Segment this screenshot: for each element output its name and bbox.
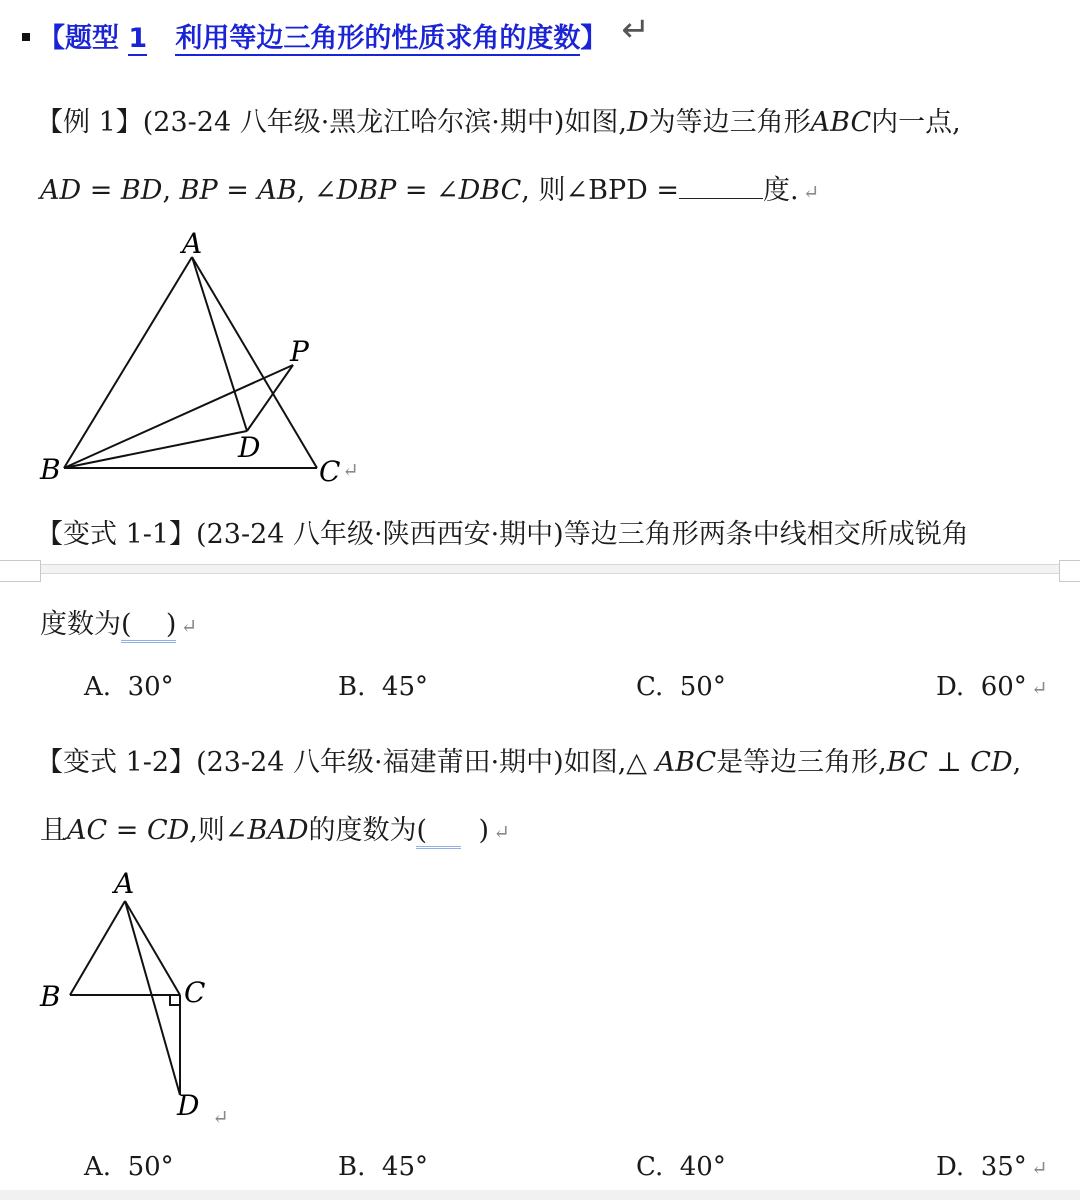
heading-title: 利用等边三角形的性质求角的度数 — [175, 23, 581, 54]
option-a[interactable]: A. 30° — [84, 672, 174, 702]
variant-1-1-line-1: 【变式 1-1】(23-24 八年级·陕西西安·期中)等边三角形两条中线相交所成锐角 — [36, 519, 969, 550]
answer-blank[interactable] — [679, 176, 763, 199]
option-c[interactable]: C. 50° — [636, 672, 726, 702]
option-a[interactable]: A. 50° — [84, 1152, 174, 1182]
figure-1 — [30, 225, 390, 490]
label-d: D — [238, 431, 261, 464]
paragraph-mark-icon: ↵ — [493, 820, 510, 844]
figure-2 — [30, 862, 270, 1132]
edge-ac — [125, 901, 180, 995]
page-corner-left — [0, 560, 41, 582]
label-p: P — [290, 335, 309, 368]
paragraph-mark-icon: ↵ — [802, 180, 820, 204]
segment-ad — [125, 901, 180, 1095]
label-c: C — [184, 976, 206, 1009]
paragraph-mark-icon: ↵ — [212, 1105, 229, 1129]
label-a: A — [114, 867, 135, 900]
paragraph-mark-icon: ↵ — [342, 458, 359, 482]
edge-ab — [70, 901, 125, 995]
right-angle-mark — [170, 995, 180, 1005]
label-b: B — [40, 980, 61, 1013]
paragraph-mark-icon: ↵ — [180, 614, 198, 638]
option-b[interactable]: B. 45° — [338, 1152, 428, 1182]
label-d: D — [177, 1089, 200, 1122]
example-1-line-1: 【例 1】(23-24 八年级·黑龙江哈尔滨·期中)如图,D为等边三角形ABC内一点, — [36, 107, 961, 138]
section-heading: 【题型 1 利用等边三角形的性质求角的度数】 ↵ — [22, 16, 650, 56]
segment-bd — [64, 431, 247, 468]
option-d[interactable]: D. 35° ↵ — [936, 1152, 1048, 1182]
label-a: A — [182, 227, 203, 260]
variant-1-2-line-2: 且AC = CD,则∠BAD的度数为( ) ↵ — [40, 808, 510, 847]
paragraph-mark-icon: ↵ — [1030, 1156, 1048, 1180]
page-separator — [0, 564, 1080, 574]
example-1-line-2: AD = BD, BP = AB, ∠DBP = ∠DBC, 则∠BPD = 度. ↵ — [40, 175, 820, 206]
edge-ab — [64, 257, 192, 468]
option-d[interactable]: D. 60° ↵ — [936, 672, 1048, 702]
option-c[interactable]: C. 40° — [636, 1152, 726, 1182]
option-b[interactable]: B. 45° — [338, 672, 428, 702]
segment-ad — [192, 257, 247, 431]
return-icon: ↵ — [621, 10, 650, 50]
label-c: C — [319, 455, 341, 488]
paragraph-mark-icon: ↵ — [1030, 676, 1048, 700]
bullet-icon — [22, 33, 30, 41]
heading-number: 1 — [128, 23, 148, 54]
variant-1-1-line-2: 度数为( ) ↵ — [40, 602, 197, 641]
bottom-edge — [0, 1190, 1080, 1200]
label-b: B — [40, 453, 61, 486]
variant-1-2-line-1: 【变式 1-2】(23-24 八年级·福建莆田·期中)如图,△ ABC是等边三角形,BC ⊥ CD, — [36, 747, 1022, 778]
page-corner-right — [1059, 560, 1080, 582]
